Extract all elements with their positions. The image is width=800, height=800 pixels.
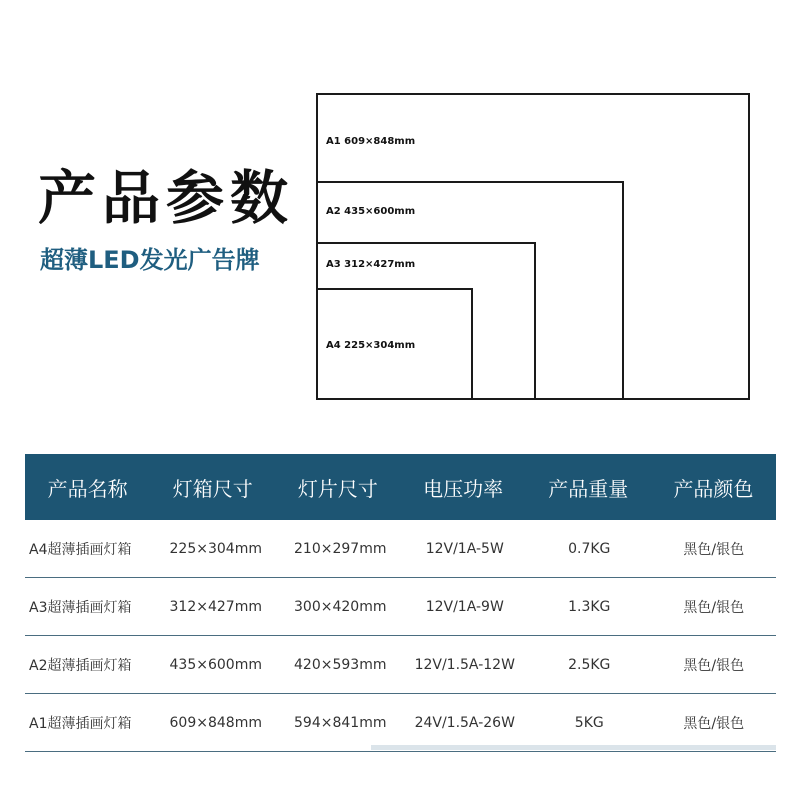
table-cell: 黑色/银色 <box>683 715 745 732</box>
table-cell: 609×848mm <box>169 714 262 731</box>
table-cell: A1超薄插画灯箱 <box>29 715 132 732</box>
table-cell: 5KG <box>574 714 604 731</box>
table-cell: 225×304mm <box>169 540 262 557</box>
table-cell: 12V/1A-5W <box>425 540 504 557</box>
page-title: 产品参数 <box>38 164 295 232</box>
page-subtitle: 超薄LED发光广告牌 <box>40 246 260 274</box>
table-cell: A3超薄插画灯箱 <box>29 599 132 616</box>
table-cell: 435×600mm <box>169 656 262 673</box>
table-cell: 312×427mm <box>169 598 262 615</box>
table-cell: A4超薄插画灯箱 <box>29 541 132 558</box>
table-cell: 黑色/银色 <box>683 541 745 558</box>
size-label-a4: A4 225×304mm <box>326 340 416 351</box>
table-cell: 2.5KG <box>568 656 611 673</box>
table-cell: 0.7KG <box>568 540 611 557</box>
column-header: 灯片尺寸 <box>297 476 378 501</box>
table-cell: 420×593mm <box>294 656 387 673</box>
column-header: 产品名称 <box>47 476 128 501</box>
column-header: 产品颜色 <box>673 476 754 501</box>
table-cell: 12V/1.5A-12W <box>414 656 515 673</box>
table-cell: 1.3KG <box>568 598 611 615</box>
column-header: 电压功率 <box>423 476 504 501</box>
table-cell: 210×297mm <box>294 540 387 557</box>
table-cell: 300×420mm <box>294 598 387 615</box>
size-label-a1: A1 609×848mm <box>326 136 416 147</box>
spec-table <box>25 454 776 752</box>
size-label-a2: A2 435×600mm <box>326 206 416 217</box>
column-header: 产品重量 <box>548 476 629 501</box>
table-row <box>25 578 776 636</box>
table-cell: A2超薄插画灯箱 <box>29 657 132 674</box>
table-cell: 12V/1A-9W <box>425 598 504 615</box>
column-header: 灯箱尺寸 <box>172 476 253 501</box>
table-header <box>25 454 776 520</box>
bottom-divider <box>371 745 776 750</box>
table-cell: 黑色/银色 <box>683 657 745 674</box>
size-label-a3: A3 312×427mm <box>326 259 416 270</box>
table-cell: 24V/1.5A-26W <box>414 714 515 731</box>
table-row <box>25 636 776 694</box>
table-cell: 594×841mm <box>294 714 387 731</box>
table-row <box>25 520 776 578</box>
table-cell: 黑色/银色 <box>683 599 745 616</box>
table-row <box>25 694 776 752</box>
